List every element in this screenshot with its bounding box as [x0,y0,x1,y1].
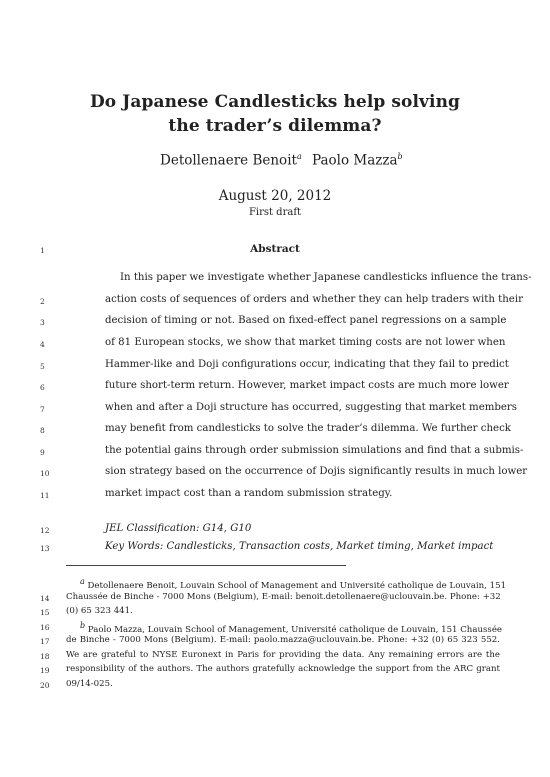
abstract-line: sion strategy based on the occurrence of Dojis significantly results in much lower [105,466,528,477]
paper-title-line-2: the trader’s dilemma? [168,116,382,136]
paper-title-line-1: Do Japanese Candlesticks help solving [89,92,461,112]
line-number: 1 [40,246,45,255]
key-words: Key Words: Candlesticks, Transaction costs, Market timing, Market impact [105,541,494,552]
footnote-a-line: $^a$ Detollenaere Benoit, Louvain School of Management and Université catholique de Louvain, 151 [80,577,507,591]
line-number: 17 [40,637,50,646]
line-number: 13 [40,544,50,553]
line-number: 2 [40,297,45,306]
jel-classification: JEL Classification: G14, G10 [105,523,252,534]
footnote-line: Chaussée de Binche - 7000 Mons (Belgium), E-mail: benoit.detollenaere@uclouvain.be. Phone: +32 [66,592,501,602]
footnote-rule [66,565,346,566]
abstract-line: market impact cost than a random submission strategy. [105,488,393,499]
abstract-line: future short-term return. However, market impact costs are much more lower [105,380,509,391]
abstract-heading: Abstract [250,243,300,255]
line-number: 14 [40,594,50,603]
author-2: Paolo Mazza$^b$ [312,152,403,169]
abstract-line: decision of timing or not. Based on fixed-effect panel regressions on a sample [105,315,507,326]
abstract-line: In this paper we investigate whether Japanese candlesticks influence the trans- [120,272,532,283]
line-number: 7 [40,405,45,414]
line-number: 9 [40,448,45,457]
footnote-b-line: $^b$ Paolo Mazza, Louvain School of Management, Université catholique de Louvain, 151 Chaussée [80,621,502,635]
abstract-line: of 81 European stocks, we show that market timing costs are not lower when [105,337,506,348]
footnote-line: We are grateful to NYSE Euronext in Paris for providing the data. Any remaining errors are the [66,650,500,660]
abstract-line: Hammer-like and Doji configurations occur, indicating that they fail to predict [105,359,509,370]
line-number: 18 [40,652,50,661]
line-number: 8 [40,426,45,435]
footnote-line: responsibility of the authors. The authors gratefully acknowledge the support from the ARC grant [66,664,500,674]
line-number: 20 [40,681,50,690]
author-1: Detollenaere Benoit$^a$ [160,152,302,169]
abstract-line: when and after a Doji structure has occurred, suggesting that market members [105,402,518,413]
abstract-line: may benefit from candlesticks to solve the trader’s dilemma. We further check [105,423,511,434]
abstract-line: the potential gains through order submission simulations and find that a submis- [105,445,524,456]
line-number: 11 [40,491,50,500]
footnote-line: (0) 65 323 441. [66,606,133,616]
line-number: 19 [40,666,50,675]
line-number: 4 [40,340,45,349]
paper-date: August 20, 2012 [218,188,332,204]
line-number: 5 [40,362,45,371]
line-number: 12 [40,526,50,535]
footnote-line: 09/14-025. [66,679,113,689]
draft-label: First draft [248,207,302,218]
line-number: 15 [40,608,50,617]
abstract-line: action costs of sequences of orders and whether they can help traders with their [105,294,523,305]
line-number: 6 [40,383,45,392]
footnote-line: de Binche - 7000 Mons (Belgium). E-mail: paolo.mazza@uclouvain.be. Phone: +32 (0) 65 323 552. [66,635,500,645]
line-number: 3 [40,318,45,327]
line-number: 16 [40,623,50,632]
line-number: 10 [40,469,50,478]
